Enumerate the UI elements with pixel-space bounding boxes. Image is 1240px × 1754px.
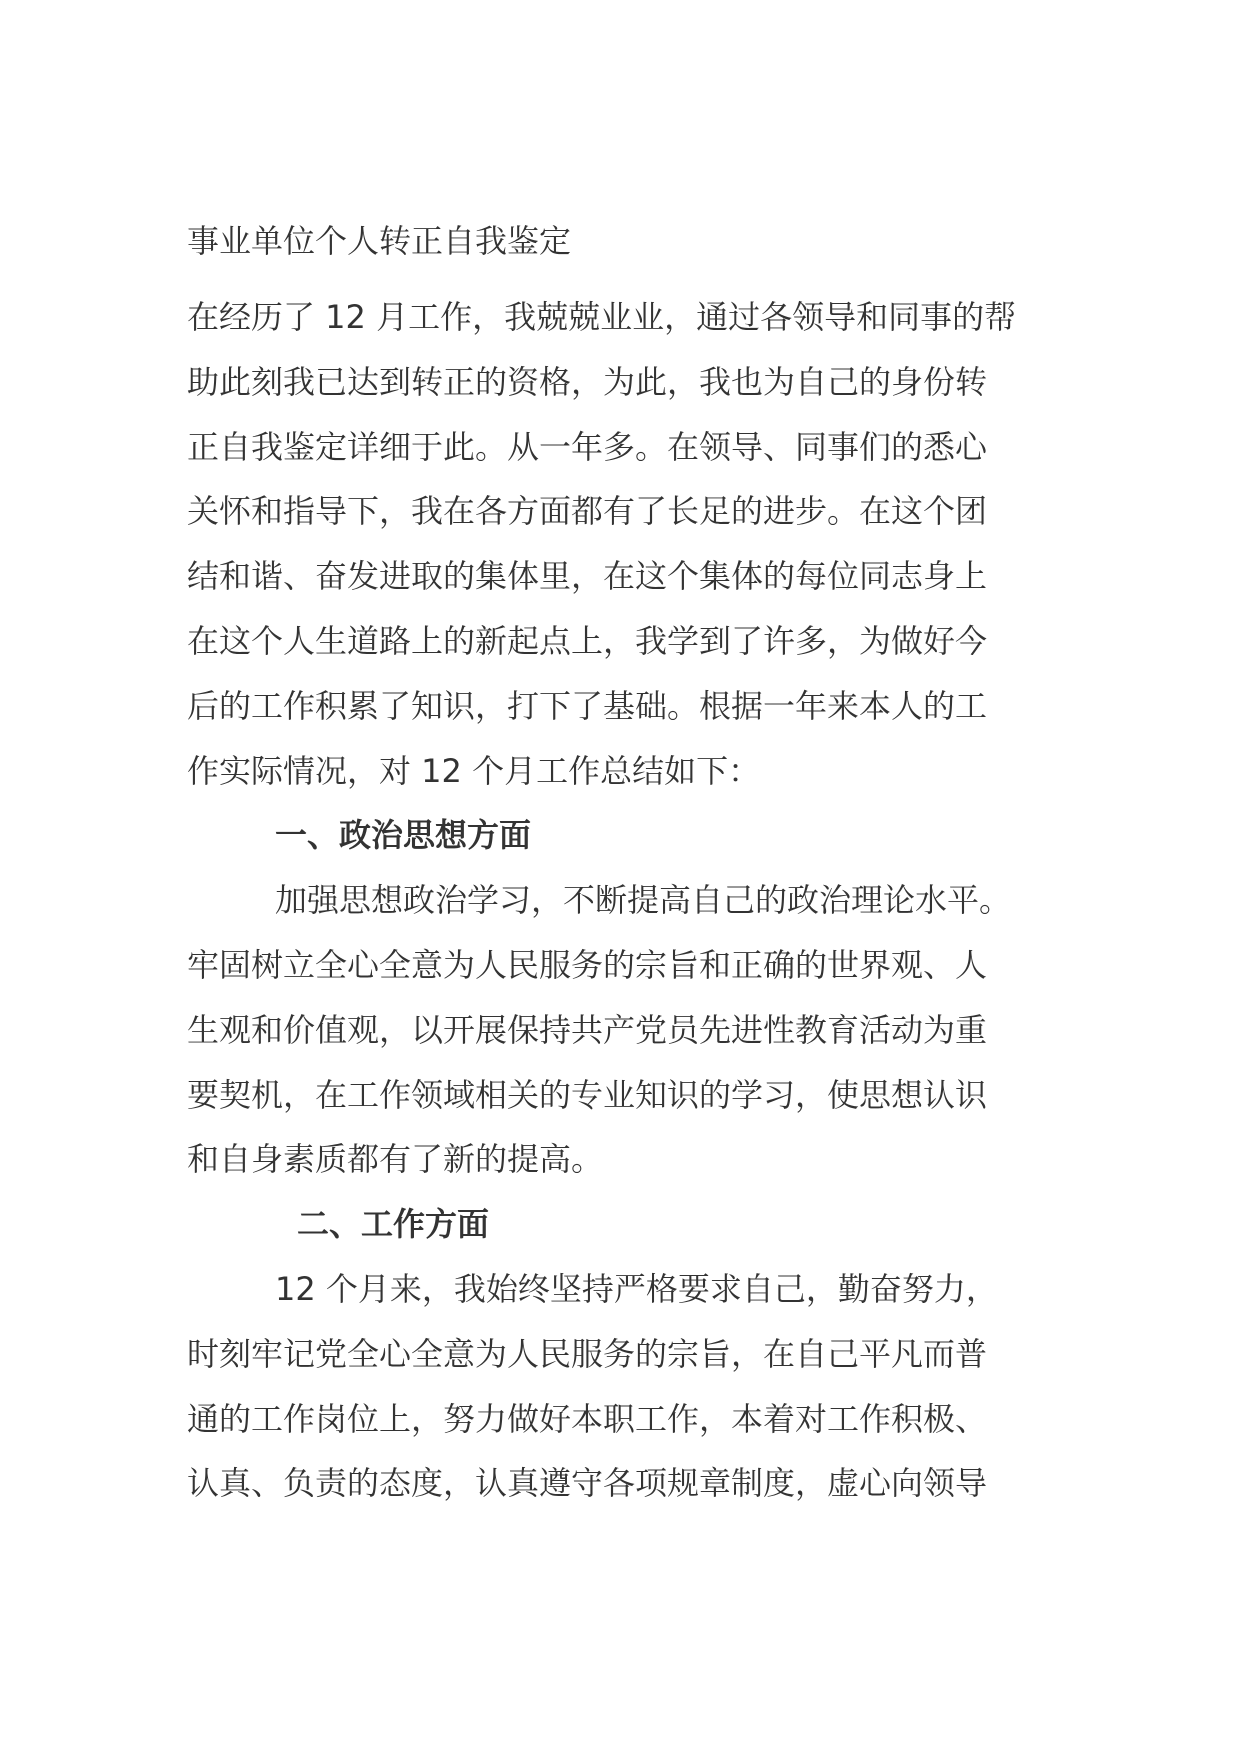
section-heading-political: 一、政治思想方面 bbox=[275, 816, 532, 855]
paragraph-line: 通的工作岗位上，努力做好本职工作，本着对工作积极、 bbox=[187, 1399, 988, 1438]
paragraph-line: 在经历了 12 月工作，我兢兢业业，通过各领导和同事的帮 bbox=[187, 298, 1017, 336]
paragraph-line: 后的工作积累了知识，打下了基础。根据一年来本人的工 bbox=[187, 686, 988, 725]
paragraph-line: 认真、负责的态度，认真遵守各项规章制度，虚心向领导 bbox=[187, 1464, 988, 1503]
paragraph-line: 关怀和指导下，我在各方面都有了长足的进步。在这个团 bbox=[187, 492, 988, 531]
paragraph-line: 加强思想政治学习，不断提高自己的政治理论水平。 bbox=[275, 881, 1012, 920]
paragraph-line: 要契机，在工作领域相关的专业知识的学习，使思想认识 bbox=[187, 1075, 988, 1114]
paragraph-line: 正自我鉴定详细于此。从一年多。在领导、同事们的悉心 bbox=[187, 427, 988, 466]
paragraph-line: 12 个月来，我始终坚持严格要求自己，勤奋努力， bbox=[275, 1269, 998, 1308]
paragraph-line: 助此刻我已达到转正的资格，为此，我也为自己的身份转 bbox=[187, 362, 988, 401]
paragraph-line: 生观和价值观，以开展保持共产党员先进性教育活动为重 bbox=[187, 1010, 988, 1049]
paragraph-line: 结和谐、奋发进取的集体里，在这个集体的每位同志身上 bbox=[187, 557, 988, 596]
political-paragraph bbox=[187, 868, 1057, 1192]
work-paragraph bbox=[187, 1257, 1057, 1516]
paragraph-line: 作实际情况，对 12 个月工作总结如下： bbox=[187, 751, 761, 790]
paragraph-line: 在这个人生道路上的新起点上，我学到了许多，为做好今 bbox=[187, 621, 988, 660]
paragraph-line: 和自身素质都有了新的提高。 bbox=[187, 1140, 604, 1179]
paragraph-line: 时刻牢记党全心全意为人民服务的宗旨，在自己平凡而普 bbox=[187, 1334, 988, 1373]
document-title: 事业单位个人转正自我鉴定 bbox=[187, 222, 572, 260]
document-body bbox=[187, 209, 1057, 1516]
paragraph-line: 牢固树立全心全意为人民服务的宗旨和正确的世界观、人 bbox=[187, 945, 988, 984]
intro-paragraph bbox=[187, 285, 1057, 803]
section-heading-work: 二、工作方面 bbox=[297, 1205, 490, 1244]
